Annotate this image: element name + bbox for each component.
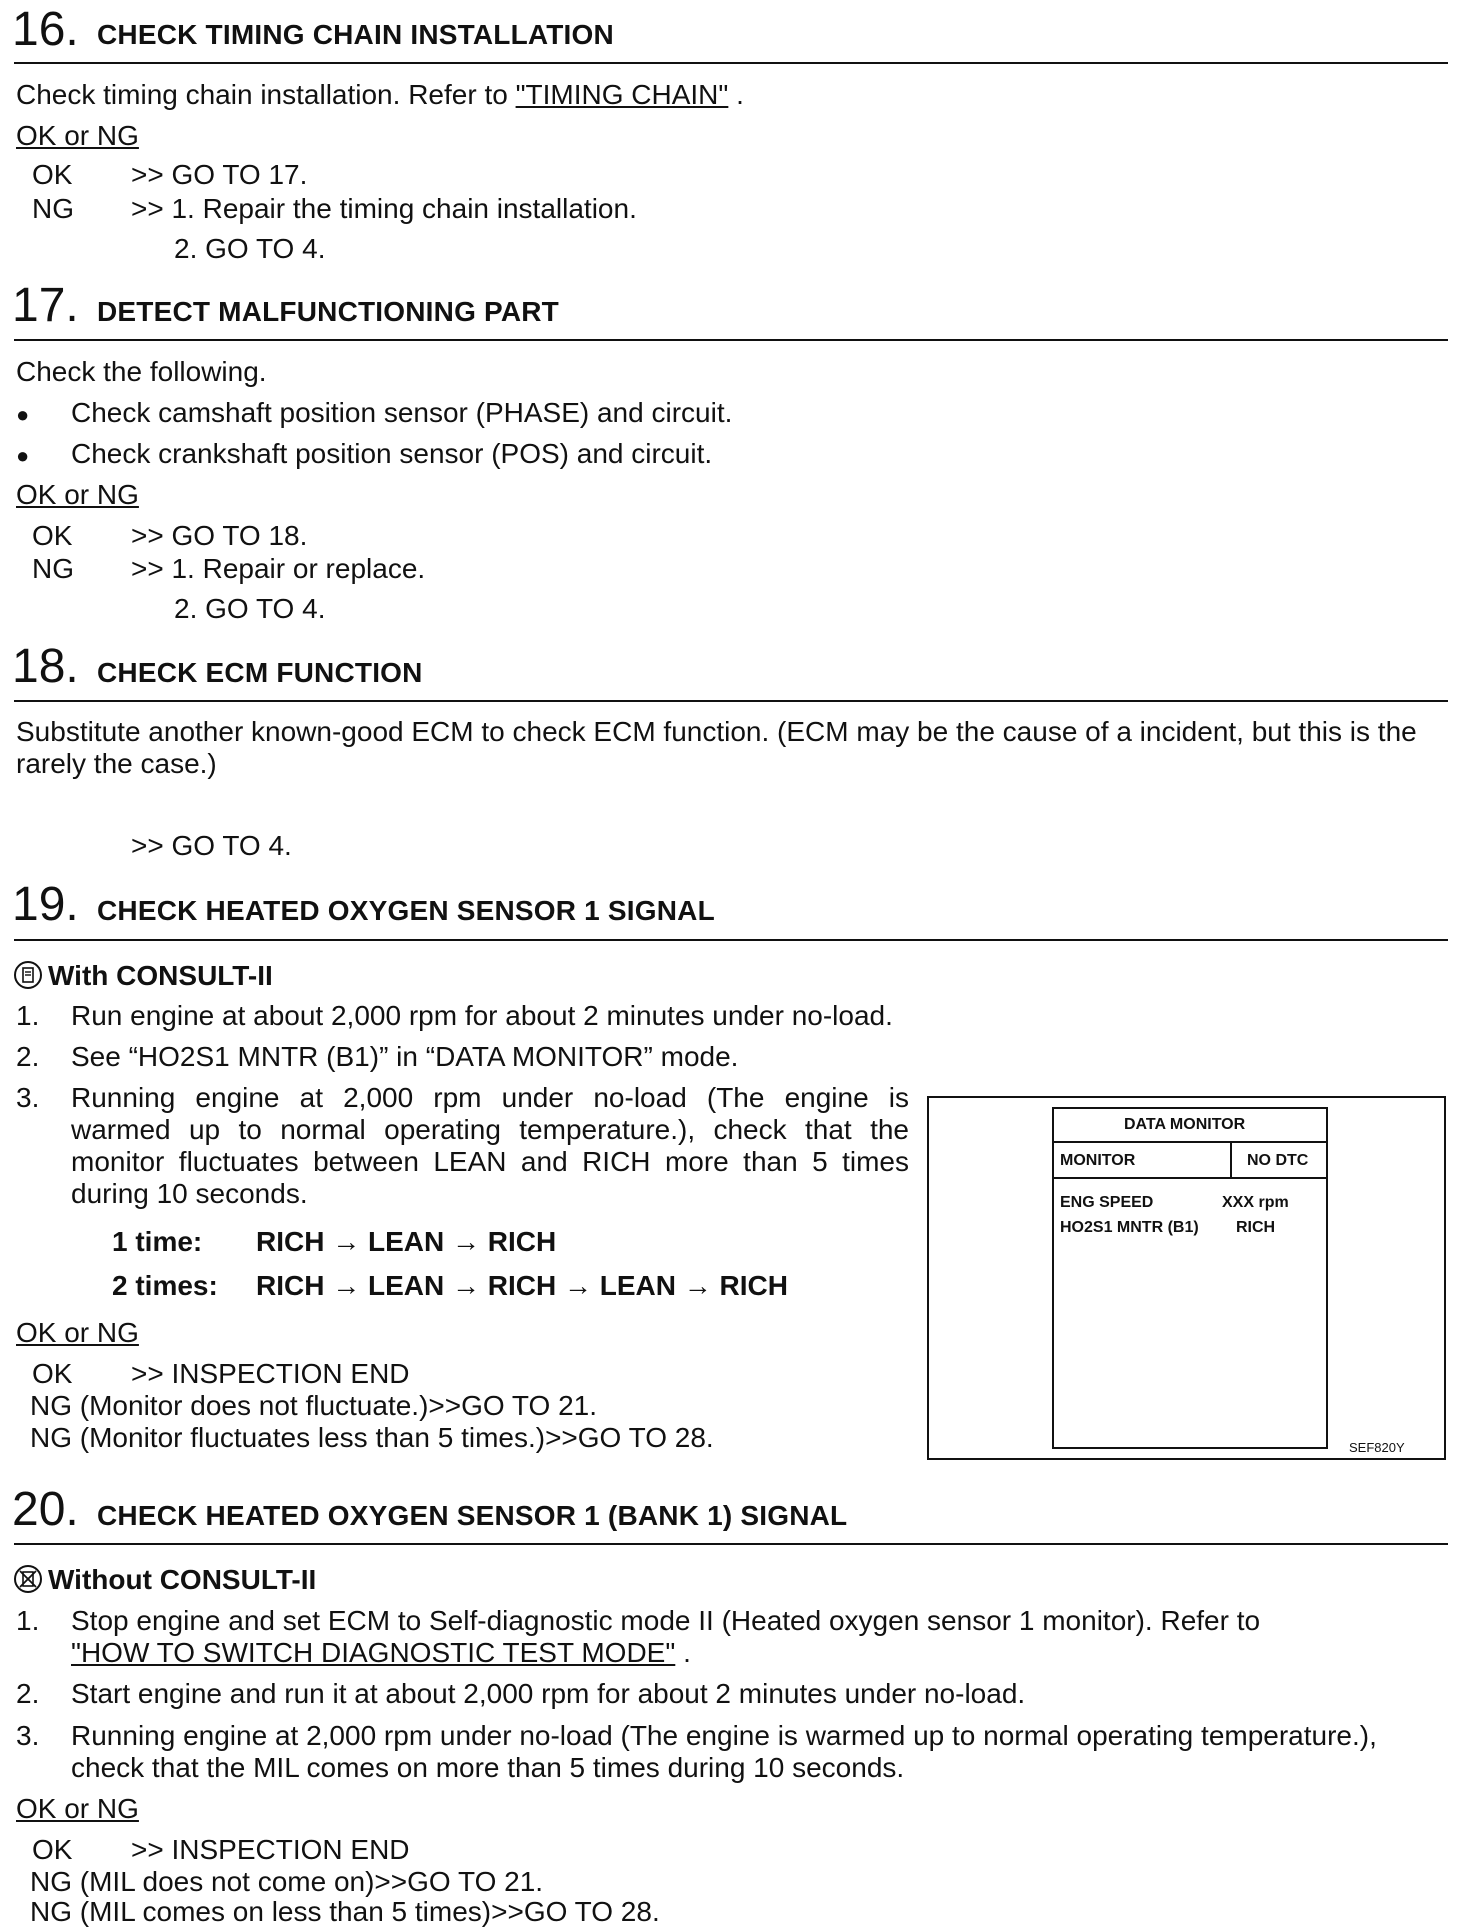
cycle-2-sequence: RICH → LEAN → RICH → LEAN → RICH — [256, 1270, 788, 1301]
monitor-col-1: MONITOR — [1060, 1152, 1136, 1169]
section-20-ng-2: NG (MIL comes on less than 5 times)>>GO TO 28. — [30, 1896, 660, 1927]
section-19-step-3-line: monitor fluctuates between LEAN and RICH more than 5 times — [71, 1146, 909, 1177]
section-20-step-1-end: . — [675, 1637, 691, 1668]
section-16-ok-text: >> GO TO 17. — [131, 159, 308, 190]
section-16-title: CHECK TIMING CHAIN INSTALLATION — [97, 19, 614, 50]
data-monitor-screen — [1052, 1107, 1328, 1449]
section-16-rule — [14, 62, 1448, 64]
section-17-bullet-2: Check crankshaft position sensor (POS) and circuit. — [71, 438, 713, 469]
monitor-header: DATA MONITOR — [1124, 1116, 1246, 1133]
section-19-step-1-num: 1. — [16, 1000, 40, 1031]
section-19-ok-label: OK — [32, 1358, 73, 1389]
section-16-number: 16. — [12, 3, 79, 56]
section-17-bullet-1: Check camshaft position sensor (PHASE) and circuit. — [71, 397, 733, 428]
section-19-step-3 — [71, 1082, 909, 1210]
section-19-ng-1: NG (Monitor does not fluctuate.)>>GO TO 21. — [30, 1390, 598, 1421]
section-17-ok-or-ng: OK or NG — [16, 479, 139, 510]
section-18-goto: >> GO TO 4. — [131, 830, 292, 861]
section-19-step-1: Run engine at about 2,000 rpm for about 2 minutes under no-load. — [71, 1000, 893, 1031]
section-18-number: 18. — [12, 640, 79, 693]
section-20-step-1-num: 1. — [16, 1605, 40, 1636]
section-19-step-3-line: warmed up to normal operating temperature.), check that the — [71, 1114, 909, 1145]
section-19-title: CHECK HEATED OXYGEN SENSOR 1 SIGNAL — [97, 895, 715, 926]
section-17-intro: Check the following. — [16, 356, 267, 387]
section-16-ng-step2: 2. GO TO 4. — [174, 233, 326, 264]
section-16-intro-text: Check timing chain installation. Refer to — [16, 79, 516, 110]
section-19-number: 19. — [12, 878, 79, 931]
section-20-rule — [14, 1543, 1448, 1545]
section-19-step-2: See “HO2S1 MNTR (B1)” in “DATA MONITOR” mode. — [71, 1041, 739, 1072]
section-19-ok-text: >> INSPECTION END — [131, 1358, 410, 1389]
monitor-row-2-label: HO2S1 MNTR (B1) — [1060, 1219, 1199, 1236]
cycle-1-label: 1 time: — [112, 1226, 203, 1257]
section-20-ok-text: >> INSPECTION END — [131, 1834, 410, 1865]
section-18-title: CHECK ECM FUNCTION — [97, 657, 423, 688]
section-18-rule — [14, 700, 1448, 702]
monitor-col-2: NO DTC — [1247, 1152, 1309, 1169]
section-19-step-3-num: 3. — [16, 1082, 40, 1113]
section-20-ng-1: NG (MIL does not come on)>>GO TO 21. — [30, 1866, 544, 1897]
cycle-1-sequence: RICH → LEAN → RICH — [256, 1226, 557, 1257]
section-19-step-2-num: 2. — [16, 1041, 40, 1072]
section-20-ok-or-ng: OK or NG — [16, 1793, 139, 1824]
monitor-columns-row — [1054, 1143, 1326, 1179]
timing-chain-link[interactable]: "TIMING CHAIN" — [515, 79, 729, 110]
section-20-step-3-line-2: check that the MIL comes on more than 5 times during 10 seconds. — [71, 1752, 905, 1783]
section-20-step-1-ref — [71, 1637, 691, 1669]
bullet-icon: ● — [16, 443, 30, 468]
consult-icon — [14, 961, 42, 989]
section-19-ok-or-ng: OK or NG — [16, 1317, 139, 1348]
bullet-icon: ● — [16, 402, 30, 427]
section-17-number: 17. — [12, 279, 79, 332]
monitor-row-1-label: ENG SPEED — [1060, 1194, 1154, 1211]
monitor-col-divider — [1230, 1143, 1232, 1177]
section-19-mode-text: With CONSULT-II — [48, 960, 273, 991]
section-16-intro — [16, 79, 744, 111]
section-16-ok-label: OK — [32, 159, 73, 190]
section-20-step-3-line-1: Running engine at 2,000 rpm under no-load (The engine is warmed up to normal operating temperature.), — [71, 1720, 1377, 1751]
section-17-rule — [14, 339, 1448, 341]
test-mode-link[interactable]: "HOW TO SWITCH DIAGNOSTIC TEST MODE" — [71, 1637, 676, 1668]
section-20-step-2: Start engine and run it at about 2,000 rpm for about 2 minutes under no-load. — [71, 1678, 1026, 1709]
section-20-number: 20. — [12, 1483, 79, 1536]
section-17-ok-text: >> GO TO 18. — [131, 520, 308, 551]
section-16-ok-or-ng: OK or NG — [16, 120, 139, 151]
monitor-row-2-value: RICH — [1236, 1219, 1276, 1236]
figure-code: SEF820Y — [1349, 1440, 1405, 1455]
section-16-ng-text: >> 1. Repair the timing chain installation. — [131, 193, 637, 224]
section-17-ng-label: NG — [32, 553, 74, 584]
section-19-rule — [14, 939, 1448, 941]
section-19-mode — [14, 960, 273, 992]
section-19-step-3-line: during 10 seconds. — [71, 1178, 308, 1209]
section-20-title: CHECK HEATED OXYGEN SENSOR 1 (BANK 1) SIGNAL — [97, 1500, 848, 1531]
section-20-step-2-num: 2. — [16, 1678, 40, 1709]
section-17-ng-step2: 2. GO TO 4. — [174, 593, 326, 624]
section-19-step-3-line: Running engine at 2,000 rpm under no-load (The engine is — [71, 1082, 909, 1113]
section-16-ng-label: NG — [32, 193, 74, 224]
section-20-step-3-num: 3. — [16, 1720, 40, 1751]
section-17-ng-text: >> 1. Repair or replace. — [131, 553, 426, 584]
section-20-step-1: Stop engine and set ECM to Self-diagnostic mode II (Heated oxygen sensor 1 monitor). Refer to — [71, 1605, 1261, 1636]
cycle-2-label: 2 times: — [112, 1270, 218, 1301]
section-20-ok-label: OK — [32, 1834, 73, 1865]
section-17-ok-label: OK — [32, 520, 73, 551]
section-20-mode — [14, 1564, 316, 1596]
section-16-intro-end: . — [728, 79, 744, 110]
section-18-body: Substitute another known-good ECM to check ECM function. (ECM may be the cause of a incident, but this is the rarely the case.) — [16, 716, 1417, 779]
section-17-title: DETECT MALFUNCTIONING PART — [97, 296, 559, 327]
monitor-row-1-value: XXX rpm — [1222, 1194, 1289, 1211]
no-consult-icon — [14, 1565, 42, 1593]
section-20-mode-text: Without CONSULT-II — [48, 1564, 317, 1595]
monitor-header-row — [1054, 1109, 1326, 1143]
section-19-ng-2: NG (Monitor fluctuates less than 5 times.)>>GO TO 28. — [30, 1422, 714, 1453]
